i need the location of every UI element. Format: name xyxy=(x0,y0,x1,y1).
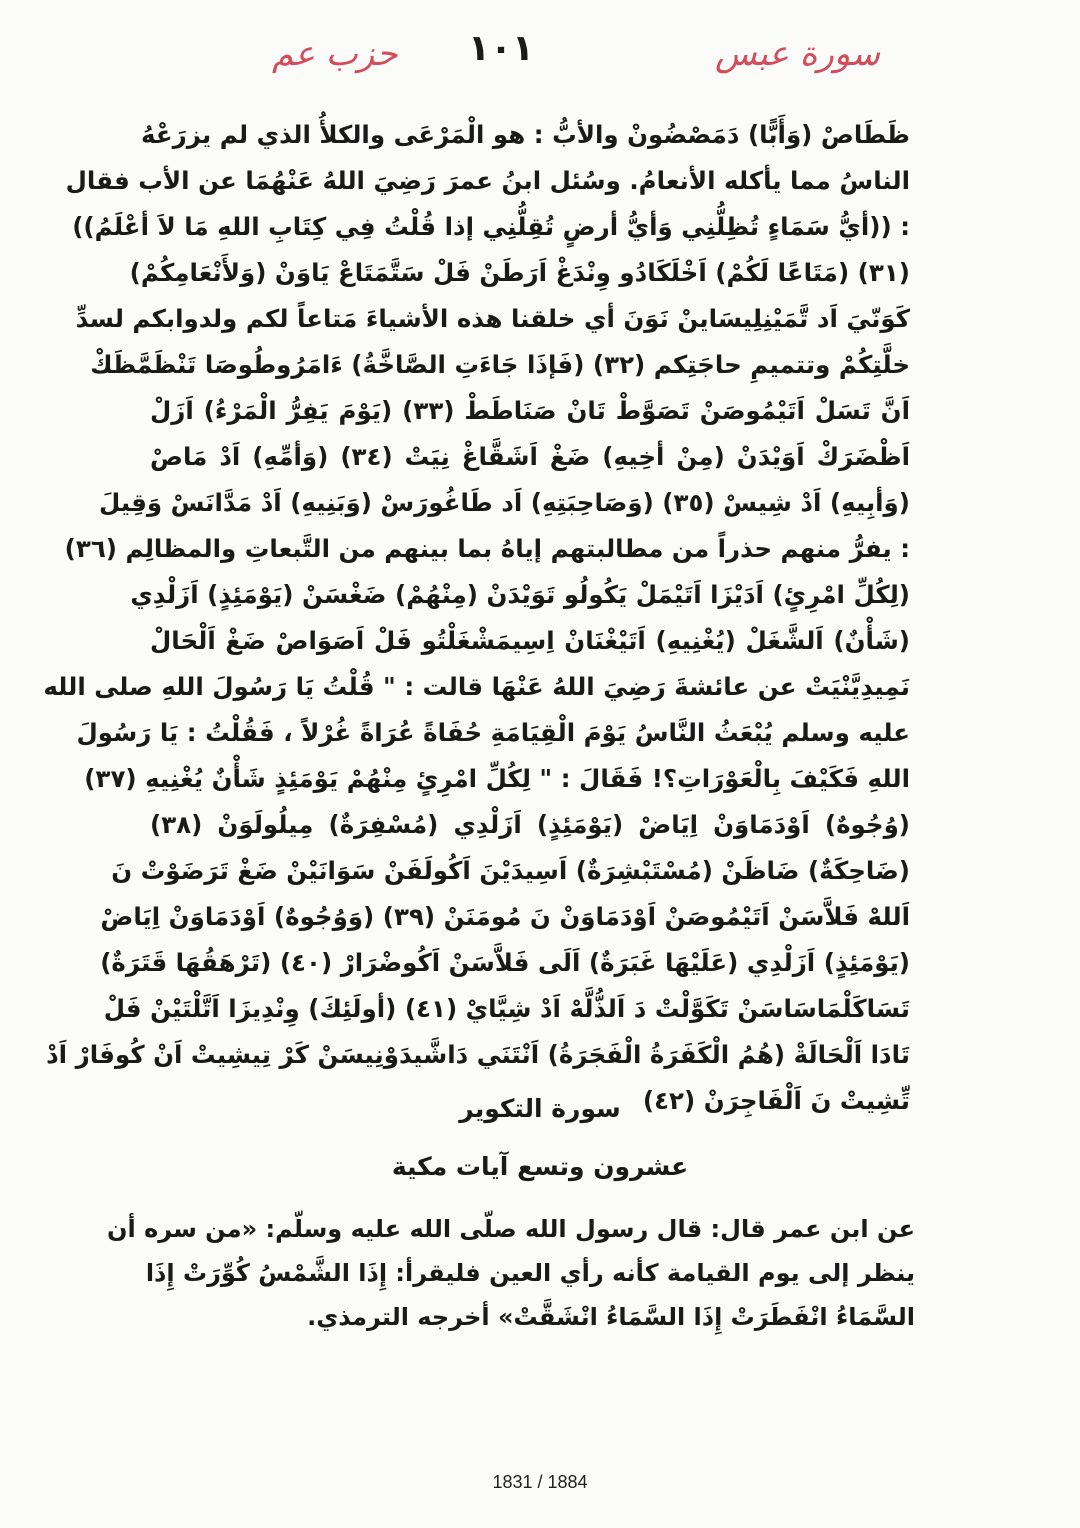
hadith-line: السَّمَاءُ انْفَطَرَتْ إِذَا السَّمَاءُ انْشَقَّتْ» أخرجه الترمذي. xyxy=(307,1303,915,1331)
surah-title: سورة التكوير xyxy=(459,1094,621,1123)
text-line: نَمِيدِيَّنْيَتْ عن عائشةَ رَضِيَ اللهُ عَنْهَا قالت : " قُلْتُ يَا رَسُولَ اللهِ صلى الله xyxy=(43,672,910,701)
text-line: (يَوْمَئِذٍ) اَزَلْدِي (عَلَيْهَا غَبَرَةٌ) اَلَى فَلاَّسَنْ اَكُوضْرَارْ (٤٠) (تَرْهَقُهَا قَتَرَةٌ) xyxy=(100,948,910,977)
text-line: خلَّتِكُمْ وتتميمِ حاجَتِكم (٣٢) (فَإذَا جَاءَتِ الصَّاخَّةُ) ءَامَرُوطُوصَا تَنْظَمَّظَكْ xyxy=(90,350,910,379)
text-line: عليه وسلم يُبْعَثُ النَّاسُ يَوْمَ الْقِيَامَةِ حُفَاةً عُرَاةً غُرْلاً ، فَقُلْتُ : يَا رَسُولَ xyxy=(76,718,910,747)
page-number: ١٠١ xyxy=(468,28,534,69)
text-line: تِّشِيتْ نَ اَلْفَاجِرَنْ (٤٢) xyxy=(642,1086,910,1115)
text-line: كَوَنّيَ اَد تَّمَيْنِلِيسَاينْ نَوَنَ أي خلقنا هذه الأشياءَ مَتاعاً لكم ولدوابكم لسدِّ xyxy=(75,304,910,333)
text-line: (وَأبِيهِ) اَدْ شِيسْ (٣٥) (وَصَاحِبَتِهِ) اَد طَاغُورَسْ (وَبَنِيهِ) اَدْ مَدَّانَسْ وَقِيلَ xyxy=(98,488,910,517)
text-line: تَسَاكَلْمَاسَاسَنْ تَكَوَّلْتْ دَ اَلذُّلَّهْ اَدْ شِيَّايْ (٤١) (أولَئِكَ) وِنْدِيزَا اَتَّلْتَيْنْ فَلْ xyxy=(103,994,910,1023)
surah-subtitle: عشرون وتسع آيات مكية xyxy=(391,1152,689,1181)
text-line: اَنَّ تَسَلْ اَتَيْمُوصَنْ تَصَوَّطْ تَانْ صَنَاطَطْ (٣٣) (يَوْمَ يَفِرُّ الْمَرْءُ) اَزَلْ xyxy=(150,396,910,425)
text-line: : ((أيُّ سَمَاءٍ تُظِلُّنِي وَأيُّ أرضٍ تُقِلُّنِي إذا قُلْتُ فِي كِتَابِ اللهِ مَا لاَ أعْلَمُ)) xyxy=(72,212,910,241)
text-line: (وُجُوهٌ) اَوْدَمَاوَنْ اِيَاضْ (يَوْمَئِذٍ) اَزَلْدِي (مُسْفِرَةٌ) مِيلُولَوَنْ (٣٨) xyxy=(150,810,910,839)
hadith-line: ينظر إلى يوم القيامة كأنه رأي العين فليقرأ: إِذَا الشَّمْسُ كُوِّرَتْ إِذَا xyxy=(145,1259,915,1287)
text-line: (شَأْنٌ) اَلشَّغَلْ (يُغْنِيهِ) اَتَيْغْنَانْ اِسِيمَشْغَلْتُو فَلْ اَصَوَاصْ ضَغْ اَلْحَالْ xyxy=(150,626,910,655)
hadith-text-block xyxy=(107,1207,915,1339)
commentary-text-block xyxy=(43,112,910,1124)
text-line: اللهِ فَكَيْفَ بِالْعَوْرَاتِ؟! فَقَالَ : " لِكُلِّ امْرِئٍ مِنْهُمْ يَوْمَئِذٍ شَأْنٌ يُغْنِيهِ (٣٧) xyxy=(84,764,910,793)
text-line: (٣١) (مَتَاعًا لَكُمْ) اَخْلَكَادُو وِنْدَغْ اَرَطَنْ فَلْ سَتَّمَتَاعْ يَاوَنْ (وَلأَنْعَامِكُمْ) xyxy=(129,258,910,287)
page-counter: 1831 / 1884 xyxy=(492,1472,588,1492)
text-line: الناسُ مما يأكله الأنعامُ. وسُئل ابنُ عمرَ رَضِيَ اللهُ عَنْهُمَا عن الأب فقال xyxy=(65,166,910,195)
text-line: (ضَاحِكَةٌ) ضَاظَنْ (مُسْتَبْشِرَةٌ) اَسِيدَيْنَ اَكُولَفَنْ سَوَانَيْنْ ضَغْ تَرَضَوْتْ نَ xyxy=(111,856,910,885)
text-line: (لِكُلِّ امْرِئٍ) اَدَيْزَا اَتَيْمَلْ يَكُولُو تَوَيْدَنْ (مِنْهُمْ) ضَغْسَنْ (يَوْمَئِذٍ) اَزَلْدِي xyxy=(130,580,910,609)
handwritten-surah-note: سورة عبس xyxy=(715,34,880,74)
text-line: اَظْضَرَكْ اَوَيْدَنْ (مِنْ أخِيهِ) ضَغْ اَشَقَّاغْ نِيَتْ (٣٤) (وَأمِّهِ) اَدْ مَاصْ xyxy=(150,442,910,471)
text-line: ظَطَاصْ (وَأَبًّا) دَمَصْضُونْ والأبُّ : هو الْمَرْعَى والكلأُ الذي لم يزرَعْهُ xyxy=(141,120,910,149)
text-line: اَللهْ فَلاَّسَنْ اَتَيْمُوصَنْ اَوْدَمَاوَنْ نَ مُومَنَنْ (٣٩) (وَوُجُوهٌ) اَوْدَمَاوَنْ اِيَاضْ xyxy=(100,902,910,931)
text-line: : يفرُّ منهم حذراً من مطالبتهم إياهُ بما بينهم من التَّبعاتِ والمظالِم (٣٦) xyxy=(64,534,910,563)
text-line: تَادَا اَلْحَالَةْ (هُمُ الْكَفَرَةُ الْفَجَرَةُ) اَنْتَنَي دَاشَّيدَوْنِيسَنْ كَرْ تِيشِيتْ اَنْ كُوفَارْ اَدْ xyxy=(46,1040,910,1069)
hadith-line: عن ابن عمر قال: قال رسول الله صلّى الله عليه وسلّم: «من سره أن xyxy=(107,1215,915,1243)
handwritten-hizb-note: حزب عم xyxy=(272,34,398,74)
